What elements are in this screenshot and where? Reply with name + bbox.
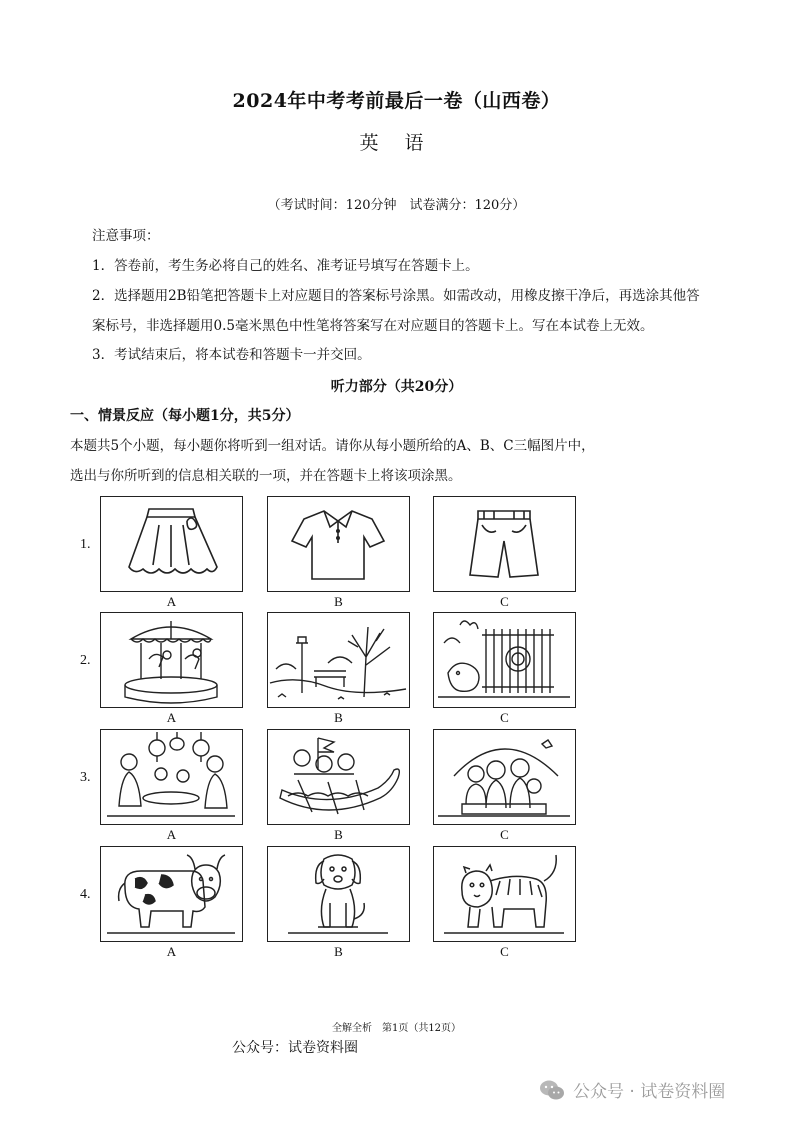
option-3b-label: B [334,827,343,842]
section-1-title: 一、情景反应（每小题1分，共5分） [70,408,300,424]
shorts-icon [434,497,574,590]
option-4b-label: B [334,944,343,959]
exam-info: （考试时间：120分钟 试卷满分：120分） [267,198,526,213]
polo-shirt-icon [268,497,408,590]
option-3a-label: A [166,827,177,842]
family-lanterns-icon [101,730,241,823]
tiger-icon [434,847,574,940]
question-number-4: 4. [80,887,91,902]
option-3a-picture[interactable] [100,729,243,825]
notes-heading: 注意事项： [92,228,160,244]
note-item-2-line-2: 案标号，非选择题用0.5毫米黑色中性笔将答案写在对应题目的答题卡上。写在本试卷上无效。 [92,318,654,334]
zoo-icon [434,613,574,706]
ox-icon [101,847,241,940]
watermark [539,1077,725,1102]
page-footer: 全解全析 第1页（共12页） [331,1023,462,1034]
dog-icon [268,847,408,940]
option-2c-picture[interactable] [433,612,576,708]
option-1a-picture[interactable] [100,496,243,592]
option-2b-label: B [334,710,343,725]
option-4b-picture[interactable] [267,846,410,942]
carousel-icon [101,613,241,706]
option-2b-picture[interactable] [267,612,410,708]
wechat-icon [539,1079,565,1101]
note-item-3: 3．考试结束后，将本试卷和答题卡一并交回。 [92,347,371,363]
question-number-2: 2. [80,653,91,668]
exam-title: 2024年中考考前最后一卷（山西卷） [232,90,561,112]
question-number-1: 1. [80,537,91,552]
option-3c-picture[interactable] [433,729,576,825]
option-1c-label: C [500,594,509,609]
option-4c-label: C [500,944,509,959]
listening-heading: 听力部分（共20分） [330,379,463,395]
dragon-boat-icon [268,730,408,823]
option-1b-label: B [334,594,343,609]
option-2c-label: C [500,710,509,725]
publisher-note: 公众号：试卷资料圈 [232,1040,358,1056]
watermark-text: 公众号 · 试卷资料圈 [573,1082,726,1102]
instruction-line-2: 选出与你所听到的信息相关联的一项，并在答题卡上将该项涂黑。 [70,468,462,484]
option-4a-picture[interactable] [100,846,243,942]
option-3c-label: C [500,827,509,842]
park-icon [268,613,408,706]
option-2a-label: A [166,710,177,725]
option-3b-picture[interactable] [267,729,410,825]
option-1a-label: A [166,594,177,609]
skirt-icon [101,497,241,590]
instruction-line-1: 本题共5个小题，每小题你将听到一组对话。请你从每小题所给的A、B、C三幅图片中， [70,438,595,454]
option-1b-picture[interactable] [267,496,410,592]
subject-title: 英 语 [359,132,434,154]
option-4a-label: A [166,944,177,959]
option-2a-picture[interactable] [100,612,243,708]
family-moon-icon [434,730,574,823]
note-item-1: 1．答卷前，考生务必将自己的姓名、准考证号填写在答题卡上。 [92,258,479,274]
note-item-2-line-1: 2．选择题用2B铅笔把答题卡上对应题目的答案标号涂黑。如需改动，用橡皮擦干净后，再选涂其他答 [92,288,700,304]
question-number-3: 3. [80,770,91,785]
option-4c-picture[interactable] [433,846,576,942]
option-1c-picture[interactable] [433,496,576,592]
